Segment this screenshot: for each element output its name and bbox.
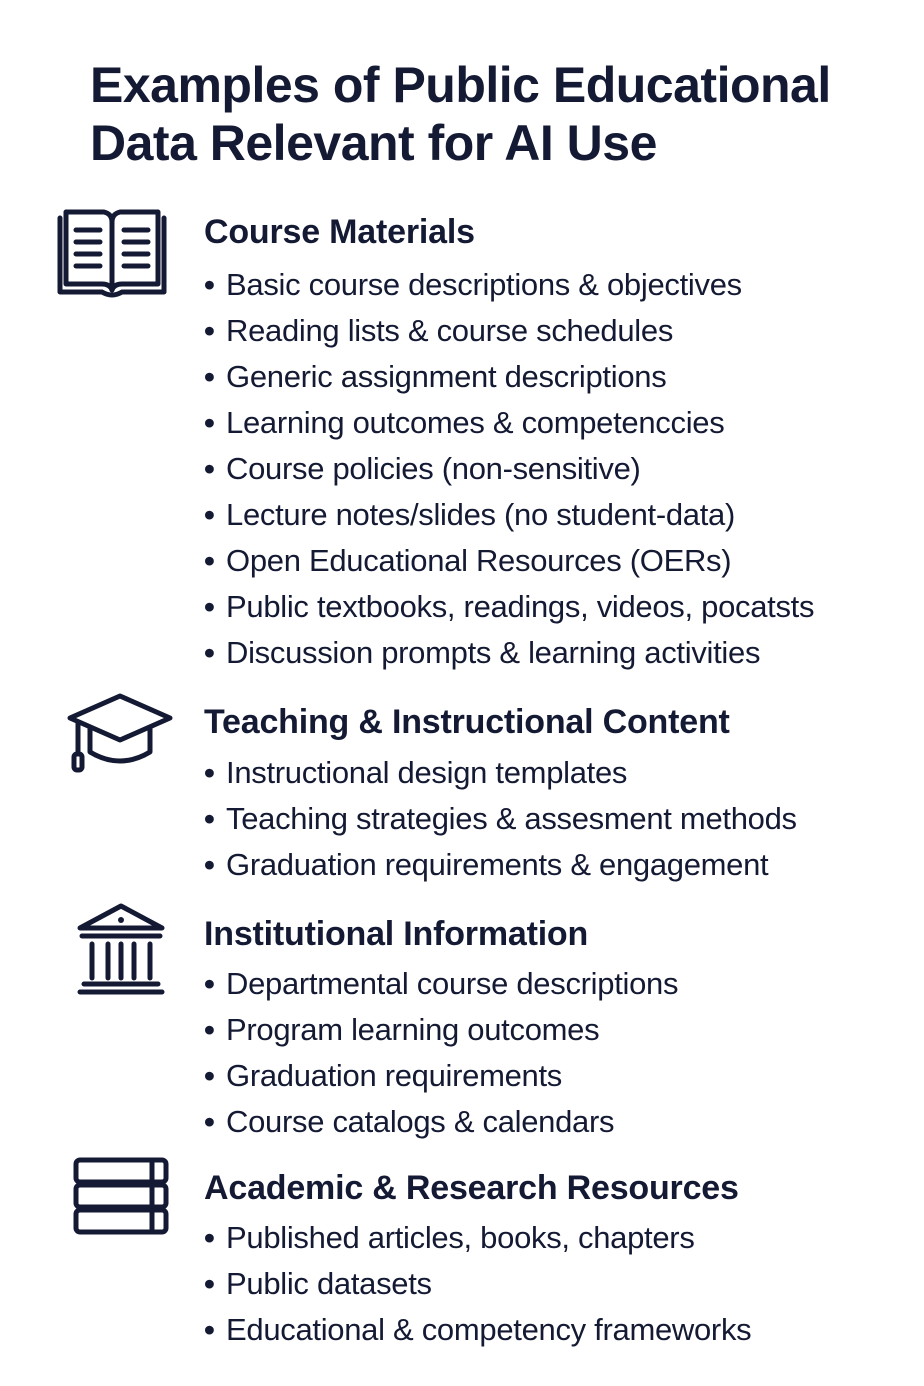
page-title-line-1: Examples of Public Educational <box>90 57 831 113</box>
list-item-text: Discussion prompts & learning activities <box>226 635 761 670</box>
graduation-cap-icon <box>66 692 174 776</box>
list-item-text: Instructional design templates <box>226 755 628 790</box>
list-item-text: Course catalogs & calendars <box>226 1104 615 1139</box>
list-item <box>204 354 814 400</box>
page-title-line-2: Data Relevant for AI Use <box>90 115 657 171</box>
bullet-glyph: • <box>204 1104 215 1139</box>
bullet-glyph: • <box>204 497 215 532</box>
list-item <box>204 400 814 446</box>
list-item <box>204 961 678 1007</box>
list-item-text: Educational & competency frameworks <box>226 1312 752 1347</box>
bullet-glyph: • <box>204 267 215 302</box>
list-item <box>204 538 814 584</box>
list-item <box>204 1007 678 1053</box>
list-item <box>204 796 797 842</box>
list-item-text: Course policies (non-sensitive) <box>226 451 641 486</box>
list-item <box>204 1099 678 1145</box>
section-heading: Academic & Research Resources <box>204 1169 739 1207</box>
list-item <box>204 1261 751 1307</box>
open-book-icon <box>56 206 168 300</box>
bullet-glyph: • <box>204 1220 215 1255</box>
bullet-glyph: • <box>204 847 215 882</box>
bullet-glyph: • <box>204 313 215 348</box>
list-item <box>204 308 814 354</box>
list-item-text: Public datasets <box>226 1266 432 1301</box>
list-item <box>204 492 814 538</box>
list-item-text: Graduation requirements & engagement <box>226 847 769 882</box>
bullet-glyph: • <box>204 359 215 394</box>
institution-building-icon <box>76 902 166 996</box>
list-item <box>204 446 814 492</box>
section-item-list <box>204 262 814 676</box>
list-item-text: Graduation requirements <box>226 1058 563 1093</box>
list-item-text: Published articles, books, chapters <box>226 1220 695 1255</box>
list-item-text: Public textbooks, readings, videos, pocatsts <box>226 589 815 624</box>
list-item-text: Lecture notes/slides (no student-data) <box>226 497 736 532</box>
bullet-glyph: • <box>204 1058 215 1093</box>
bullet-glyph: • <box>204 543 215 578</box>
section-item-list <box>204 1215 751 1353</box>
bullet-glyph: • <box>204 589 215 624</box>
list-item-text: Program learning outcomes <box>226 1012 600 1047</box>
bullet-glyph: • <box>204 1312 215 1347</box>
list-item <box>204 262 814 308</box>
section-item-list <box>204 961 678 1145</box>
list-item-text: Departmental course descriptions <box>226 966 679 1001</box>
bullet-glyph: • <box>204 1266 215 1301</box>
list-item <box>204 750 797 796</box>
list-item <box>204 842 797 888</box>
list-item-text: Basic course descriptions & objectives <box>226 267 742 302</box>
list-item-text: Open Educational Resources (OERs) <box>226 543 732 578</box>
list-item-text: Reading lists & course schedules <box>226 313 674 348</box>
book-stack-icon <box>72 1156 170 1236</box>
section-heading: Course Materials <box>204 213 475 251</box>
bullet-glyph: • <box>204 1012 215 1047</box>
list-item <box>204 584 814 630</box>
list-item <box>204 1307 751 1353</box>
bullet-glyph: • <box>204 755 215 790</box>
list-item <box>204 1053 678 1099</box>
section-heading: Teaching & Instructional Content <box>204 703 730 741</box>
list-item <box>204 1215 751 1261</box>
bullet-glyph: • <box>204 966 215 1001</box>
bullet-glyph: • <box>204 451 215 486</box>
bullet-glyph: • <box>204 801 215 836</box>
section-heading: Institutional Information <box>204 915 589 953</box>
list-item-text: Learning outcomes & competenccies <box>226 405 725 440</box>
page-title <box>90 56 890 172</box>
bullet-glyph: • <box>204 405 215 440</box>
list-item-text: Generic assignment descriptions <box>226 359 667 394</box>
bullet-glyph: • <box>204 635 215 670</box>
list-item-text: Teaching strategies & assesment methods <box>226 801 797 836</box>
section-item-list <box>204 750 797 888</box>
list-item <box>204 630 814 676</box>
